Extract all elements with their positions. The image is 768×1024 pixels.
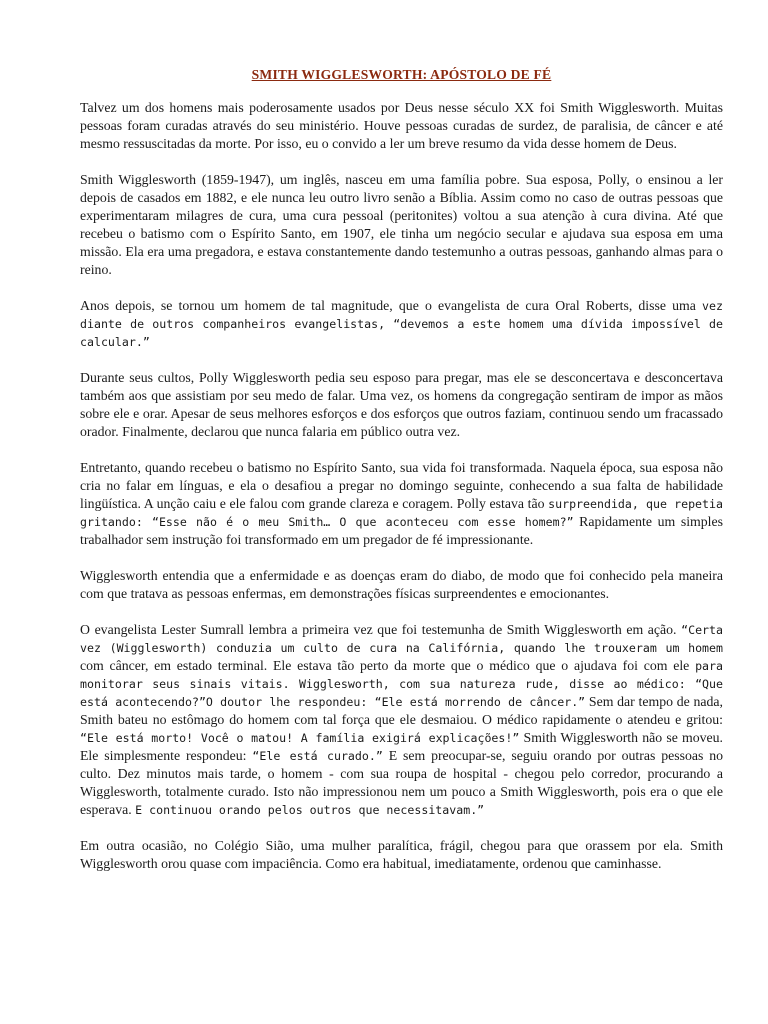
paragraph bbox=[80, 369, 723, 441]
body-text: com câncer, em estado terminal. Ele estava tão perto da morte que o médico que o ajudava foi com ele bbox=[80, 658, 696, 673]
body-text: E sem preocupar-se, seguiu orando por outras pessoas no culto. Dez minutos mais tarde, o homem - com sua roupa de hospital - chegou pelo corredor, procurando a Wigglesworth, totalmente curado. Isto não impressionou nem um pouco a Smith Wigglesworth, pois era o que ele esperava. bbox=[80, 748, 724, 817]
paragraph bbox=[80, 621, 723, 819]
body-text: Durante seus cultos, Polly Wigglesworth pedia seu esposo para pregar, mas ele se desconcertava e desconcertava também aos que assistiam por seu medo de falar. Uma vez, os homens da congregação sentiram de impor as mãos sobre ele e orar. Apesar de seus melhores esforços e dos esforços que outros faziam, continuou sendo um fracassado orador. Finalmente, declarou que nunca falaria em público outra vez. bbox=[80, 370, 723, 439]
body-text: Sem dar tempo de nada, Smith bateu no estômago do homem com tal força que ele desmaiou. O médico rapidamente o atendeu e gritou: bbox=[80, 694, 723, 727]
body-text: Talvez um dos homens mais poderosamente usados por Deus nesse século XX foi Smith Wigglesworth. Muitas pessoas foram curadas através do seu ministério. Houve pessoas curadas de surdez, de paralisia, de câncer e até mesmo ressuscitadas da morte. Por isso, eu o convido a ler um breve resumo da vida desse homem de Deus. bbox=[80, 100, 723, 151]
quoted-text: para monitorar seus sinais vitais. Wigglesworth, com sua natureza rude, disse ao médico: “Que está acontecendo?”O doutor lhe respondeu: “Ele está morrendo de câncer.” bbox=[80, 659, 723, 709]
body-text: Smith Wigglesworth não se moveu. Ele simplesmente respondeu: bbox=[80, 730, 723, 763]
body-text: Anos depois, se tornou um homem de tal magnitude, que o evangelista de cura Oral Roberts, disse uma bbox=[80, 298, 703, 313]
paragraph bbox=[80, 837, 723, 873]
document-title: SMITH WIGGLESWORTH: APÓSTOLO DE FÉ bbox=[251, 67, 552, 82]
body-text: Em outra ocasião, no Colégio Sião, uma mulher paralítica, frágil, chegou para que orassem por ela. Smith Wigglesworth orou quase com impaciência. Como era habitual, imediatamente, ordenou que caminhasse. bbox=[80, 838, 723, 871]
body-text: O evangelista Lester Sumrall lembra a primeira vez que foi testemunha de Smith Wigglesworth em ação. bbox=[80, 622, 682, 637]
paragraph bbox=[80, 297, 723, 351]
document-body bbox=[80, 99, 723, 873]
paragraph bbox=[80, 567, 723, 603]
quoted-text: “Ele está morto! Você o matou! A família exigirá explicações!” bbox=[80, 731, 520, 745]
body-text: Wigglesworth entendia que a enfermidade e as doenças eram do diabo, de modo que foi conhecido pela maneira com que tratava as pessoas enfermas, em demonstrações físicas surpreendentes e emocionantes. bbox=[80, 568, 723, 601]
quoted-text: E continuou orando pelos outros que necessitavam.” bbox=[135, 803, 485, 817]
quoted-text: “Ele está curado.” bbox=[252, 749, 383, 763]
paragraph bbox=[80, 171, 723, 279]
paragraph bbox=[80, 459, 723, 549]
quoted-text: surpreendida, que repetia gritando: “Esse não é o meu Smith… O que aconteceu com esse homem?” bbox=[80, 497, 723, 529]
quoted-text: vez diante de outros companheiros evangelistas, “devemos a este homem uma dívida impossível de calcular.” bbox=[80, 299, 723, 349]
quoted-text: “Certa vez (Wigglesworth) conduzia um culto de cura na Califórnia, quando lhe trouxeram um homem bbox=[80, 623, 723, 655]
body-text: Rapidamente um simples trabalhador sem instrução foi transformado em um pregador de fé impressionante. bbox=[80, 514, 723, 547]
body-text: Smith Wigglesworth (1859-1947), um inglês, nasceu em uma família pobre. Sua esposa, Polly, o ensinou a ler depois de casados em 1882, e ele nunca leu outro livro senão a Bíblia. Assim como no caso de outras pessoas que experimentaram milagres de cura, uma cura pessoal (peritonites) voltou a sua atenção à cura divina. Até que recebeu o batismo com o Espírito Santo, em 1907, ele tinha um negócio secular e ajudava sua esposa em uma missão. Ela era uma pregadora, e estava constantemente dando testemunho a outras pessoas, ganhando almas para o reino. bbox=[80, 172, 723, 277]
paragraph bbox=[80, 99, 723, 153]
body-text: Entretanto, quando recebeu o batismo no Espírito Santo, sua vida foi transformada. Naquela época, sua esposa não cria no falar em línguas, e ela o desafiou a pregar no domingo seguinte, conhecendo a sua falta de habilidade lingüística. A unção caiu e ele falou com grande clareza e coragem. Polly estava tão bbox=[80, 460, 723, 511]
